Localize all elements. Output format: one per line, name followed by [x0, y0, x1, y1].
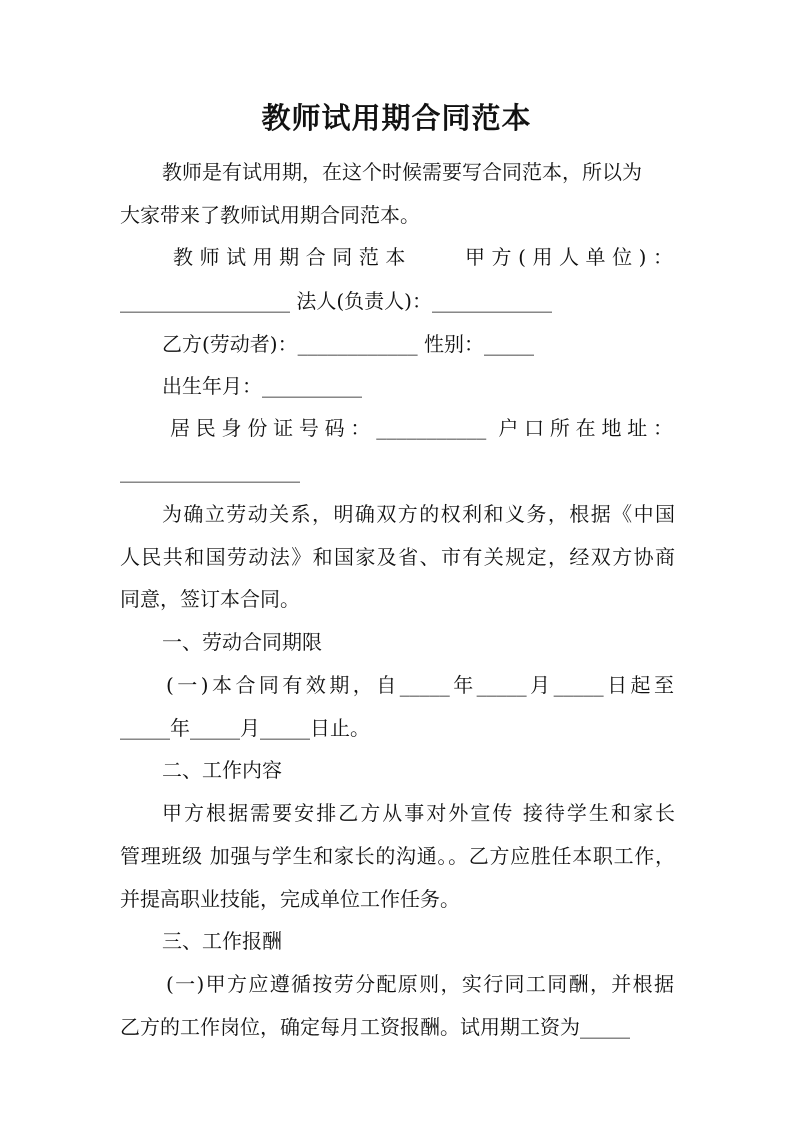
section-heading-compensation: 三、工作报酬 — [162, 929, 282, 953]
purpose-paragraph-line-2: 人民共和国劳动法》和国家及省、市有关规定，经双方协商 — [120, 545, 675, 569]
paragraph-line-intro-2: 大家带来了教师试用期合同范本。 — [120, 203, 420, 227]
paragraph-line-intro-1: 教师是有试用期，在这个时候需要写合同范本，所以为 — [162, 160, 642, 184]
contract-term-line-1: (一)本合同有效期，自_____年_____月_____日起至 — [166, 673, 674, 697]
section-heading-work-content: 二、工作内容 — [162, 758, 282, 782]
section-heading-contract-term: 一、劳动合同期限 — [162, 630, 322, 654]
contract-heading-party-a-line: 教师试用期合同范本 甲方(用人单位)： — [173, 245, 673, 269]
compensation-line-2: 乙方的工作岗位，确定每月工资报酬。试用期工资为_____ — [120, 1015, 630, 1039]
party-b-line: 乙方(劳动者)：____________ 性别：_____ — [162, 332, 534, 356]
purpose-paragraph-line-3: 同意，签订本合同。 — [120, 587, 300, 611]
compensation-line-1: (一)甲方应遵循按劳分配原则，实行同工同酬，并根据 — [166, 972, 674, 996]
id-address-line: 居民身份证号码：___________ 户口所在地址： — [170, 416, 673, 440]
work-content-line-2: 管理班级 加强与学生和家长的沟通。。乙方应胜任本职工作， — [120, 844, 675, 868]
address-blank-line: __________________ — [120, 459, 300, 483]
purpose-paragraph-line-1: 为确立劳动关系，明确双方的权利和义务，根据《中国 — [162, 502, 675, 526]
contract-term-line-2: _____年_____月_____日止。 — [120, 716, 370, 740]
work-content-line-1: 甲方根据需要安排乙方从事对外宣传 接待学生和家长 — [162, 801, 675, 825]
work-content-line-3: 并提高职业技能，完成单位工作任务。 — [120, 887, 460, 911]
document-title: 教师试用期合同范本 — [261, 101, 532, 135]
party-a-fields-line: _________________ 法人(负责人)：____________ — [120, 289, 552, 313]
birth-date-line: 出生年月：__________ — [162, 374, 362, 398]
